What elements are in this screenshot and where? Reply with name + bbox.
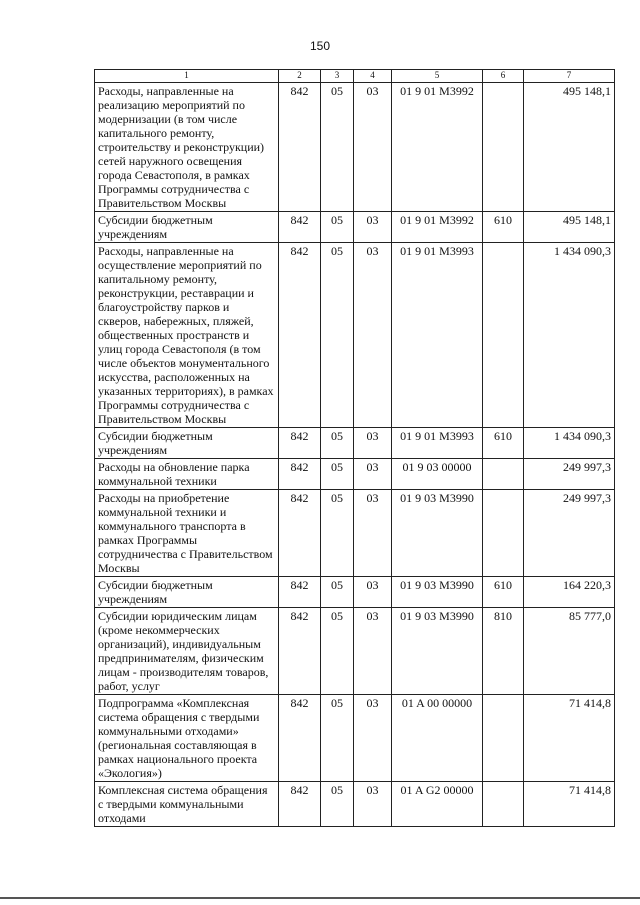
column-header: 6 <box>483 70 524 83</box>
cell-csr: 01 A G2 00000 <box>392 782 483 827</box>
cell-pr: 03 <box>354 782 392 827</box>
table-row <box>95 577 615 608</box>
cell-pr: 03 <box>354 695 392 782</box>
column-header: 5 <box>392 70 483 83</box>
cell-rz: 05 <box>321 782 354 827</box>
column-header: 1 <box>95 70 279 83</box>
bottom-scan-edge <box>0 897 640 899</box>
cell-rz: 05 <box>321 83 354 212</box>
cell-amount: 1 434 090,3 <box>524 428 615 459</box>
cell-rz: 05 <box>321 490 354 577</box>
cell-amount: 71 414,8 <box>524 782 615 827</box>
cell-pr: 03 <box>354 459 392 490</box>
cell-amount: 71 414,8 <box>524 695 615 782</box>
cell-vr <box>483 782 524 827</box>
cell-vr: 610 <box>483 577 524 608</box>
table-row <box>95 490 615 577</box>
cell-vr: 810 <box>483 608 524 695</box>
cell-name: Расходы, направленные на реализацию мероприятий по модернизации (в том числе капитального ремонту, строительству и реконструкции) сетей наружного освещения города Севастополя, в рамках Программы сотрудничества с Правительством Москвы <box>95 83 279 212</box>
cell-vr <box>483 459 524 490</box>
table-row <box>95 243 615 428</box>
cell-rz: 05 <box>321 243 354 428</box>
cell-csr: 01 A 00 00000 <box>392 695 483 782</box>
header-row <box>95 70 615 83</box>
cell-name: Расходы на обновление парка коммунальной техники <box>95 459 279 490</box>
cell-rz: 05 <box>321 608 354 695</box>
column-header: 7 <box>524 70 615 83</box>
page-number: 150 <box>309 39 331 53</box>
cell-ved: 842 <box>279 243 321 428</box>
cell-ved: 842 <box>279 782 321 827</box>
cell-rz: 05 <box>321 459 354 490</box>
cell-ved: 842 <box>279 608 321 695</box>
cell-vr <box>483 490 524 577</box>
cell-ved: 842 <box>279 577 321 608</box>
cell-csr: 01 9 01 M3992 <box>392 83 483 212</box>
cell-pr: 03 <box>354 490 392 577</box>
column-header: 2 <box>279 70 321 83</box>
cell-vr <box>483 695 524 782</box>
cell-name: Субсидии юридическим лицам (кроме некоммерческих организаций), индивидуальным предпринимателям, физическим лицам - производителям товаров, работ, услуг <box>95 608 279 695</box>
table-row <box>95 83 615 212</box>
cell-vr <box>483 83 524 212</box>
cell-amount: 249 997,3 <box>524 490 615 577</box>
cell-csr: 01 9 03 M3990 <box>392 490 483 577</box>
cell-name: Субсидии бюджетным учреждениям <box>95 428 279 459</box>
cell-rz: 05 <box>321 695 354 782</box>
cell-pr: 03 <box>354 83 392 212</box>
table-row <box>95 428 615 459</box>
cell-pr: 03 <box>354 577 392 608</box>
table-row <box>95 782 615 827</box>
table-body <box>95 83 615 827</box>
cell-amount: 164 220,3 <box>524 577 615 608</box>
cell-rz: 05 <box>321 212 354 243</box>
cell-csr: 01 9 01 M3993 <box>392 243 483 428</box>
table-row <box>95 695 615 782</box>
column-header: 4 <box>354 70 392 83</box>
cell-amount: 85 777,0 <box>524 608 615 695</box>
cell-amount: 495 148,1 <box>524 83 615 212</box>
column-header: 3 <box>321 70 354 83</box>
cell-csr: 01 9 03 00000 <box>392 459 483 490</box>
cell-ved: 842 <box>279 695 321 782</box>
cell-rz: 05 <box>321 577 354 608</box>
cell-ved: 842 <box>279 490 321 577</box>
table-row <box>95 459 615 490</box>
table-row <box>95 608 615 695</box>
cell-name: Комплексная система обращения с твердыми коммунальными отходами <box>95 782 279 827</box>
cell-csr: 01 9 01 M3992 <box>392 212 483 243</box>
cell-rz: 05 <box>321 428 354 459</box>
cell-ved: 842 <box>279 212 321 243</box>
cell-ved: 842 <box>279 83 321 212</box>
cell-ved: 842 <box>279 428 321 459</box>
cell-name: Расходы на приобретение коммунальной техники и коммунального транспорта в рамках Программы сотрудничества с Правительством Москвы <box>95 490 279 577</box>
cell-pr: 03 <box>354 608 392 695</box>
cell-amount: 1 434 090,3 <box>524 243 615 428</box>
cell-csr: 01 9 03 M3990 <box>392 577 483 608</box>
cell-csr: 01 9 03 M3990 <box>392 608 483 695</box>
cell-vr: 610 <box>483 212 524 243</box>
cell-name: Субсидии бюджетным учреждениям <box>95 212 279 243</box>
cell-vr <box>483 243 524 428</box>
cell-pr: 03 <box>354 428 392 459</box>
cell-ved: 842 <box>279 459 321 490</box>
budget-table <box>94 69 615 827</box>
cell-csr: 01 9 01 M3993 <box>392 428 483 459</box>
cell-name: Субсидии бюджетным учреждениям <box>95 577 279 608</box>
cell-name: Подпрограмма «Комплексная система обращения с твердыми коммунальными отходами» (региональная составляющая в рамках национального проекта «Экология») <box>95 695 279 782</box>
cell-vr: 610 <box>483 428 524 459</box>
cell-pr: 03 <box>354 243 392 428</box>
cell-name: Расходы, направленные на осуществление мероприятий по капитальному ремонту, реконструкции, реставрации и благоустройству парков и скверов, набережных, пляжей, общественных пространств и улиц города Севастополя (в том числе объектов монументального искусства, расположенных на указанных территориях), в рамках Программы сотрудничества с Правительством Москвы <box>95 243 279 428</box>
table-row <box>95 212 615 243</box>
cell-amount: 495 148,1 <box>524 212 615 243</box>
cell-amount: 249 997,3 <box>524 459 615 490</box>
cell-pr: 03 <box>354 212 392 243</box>
